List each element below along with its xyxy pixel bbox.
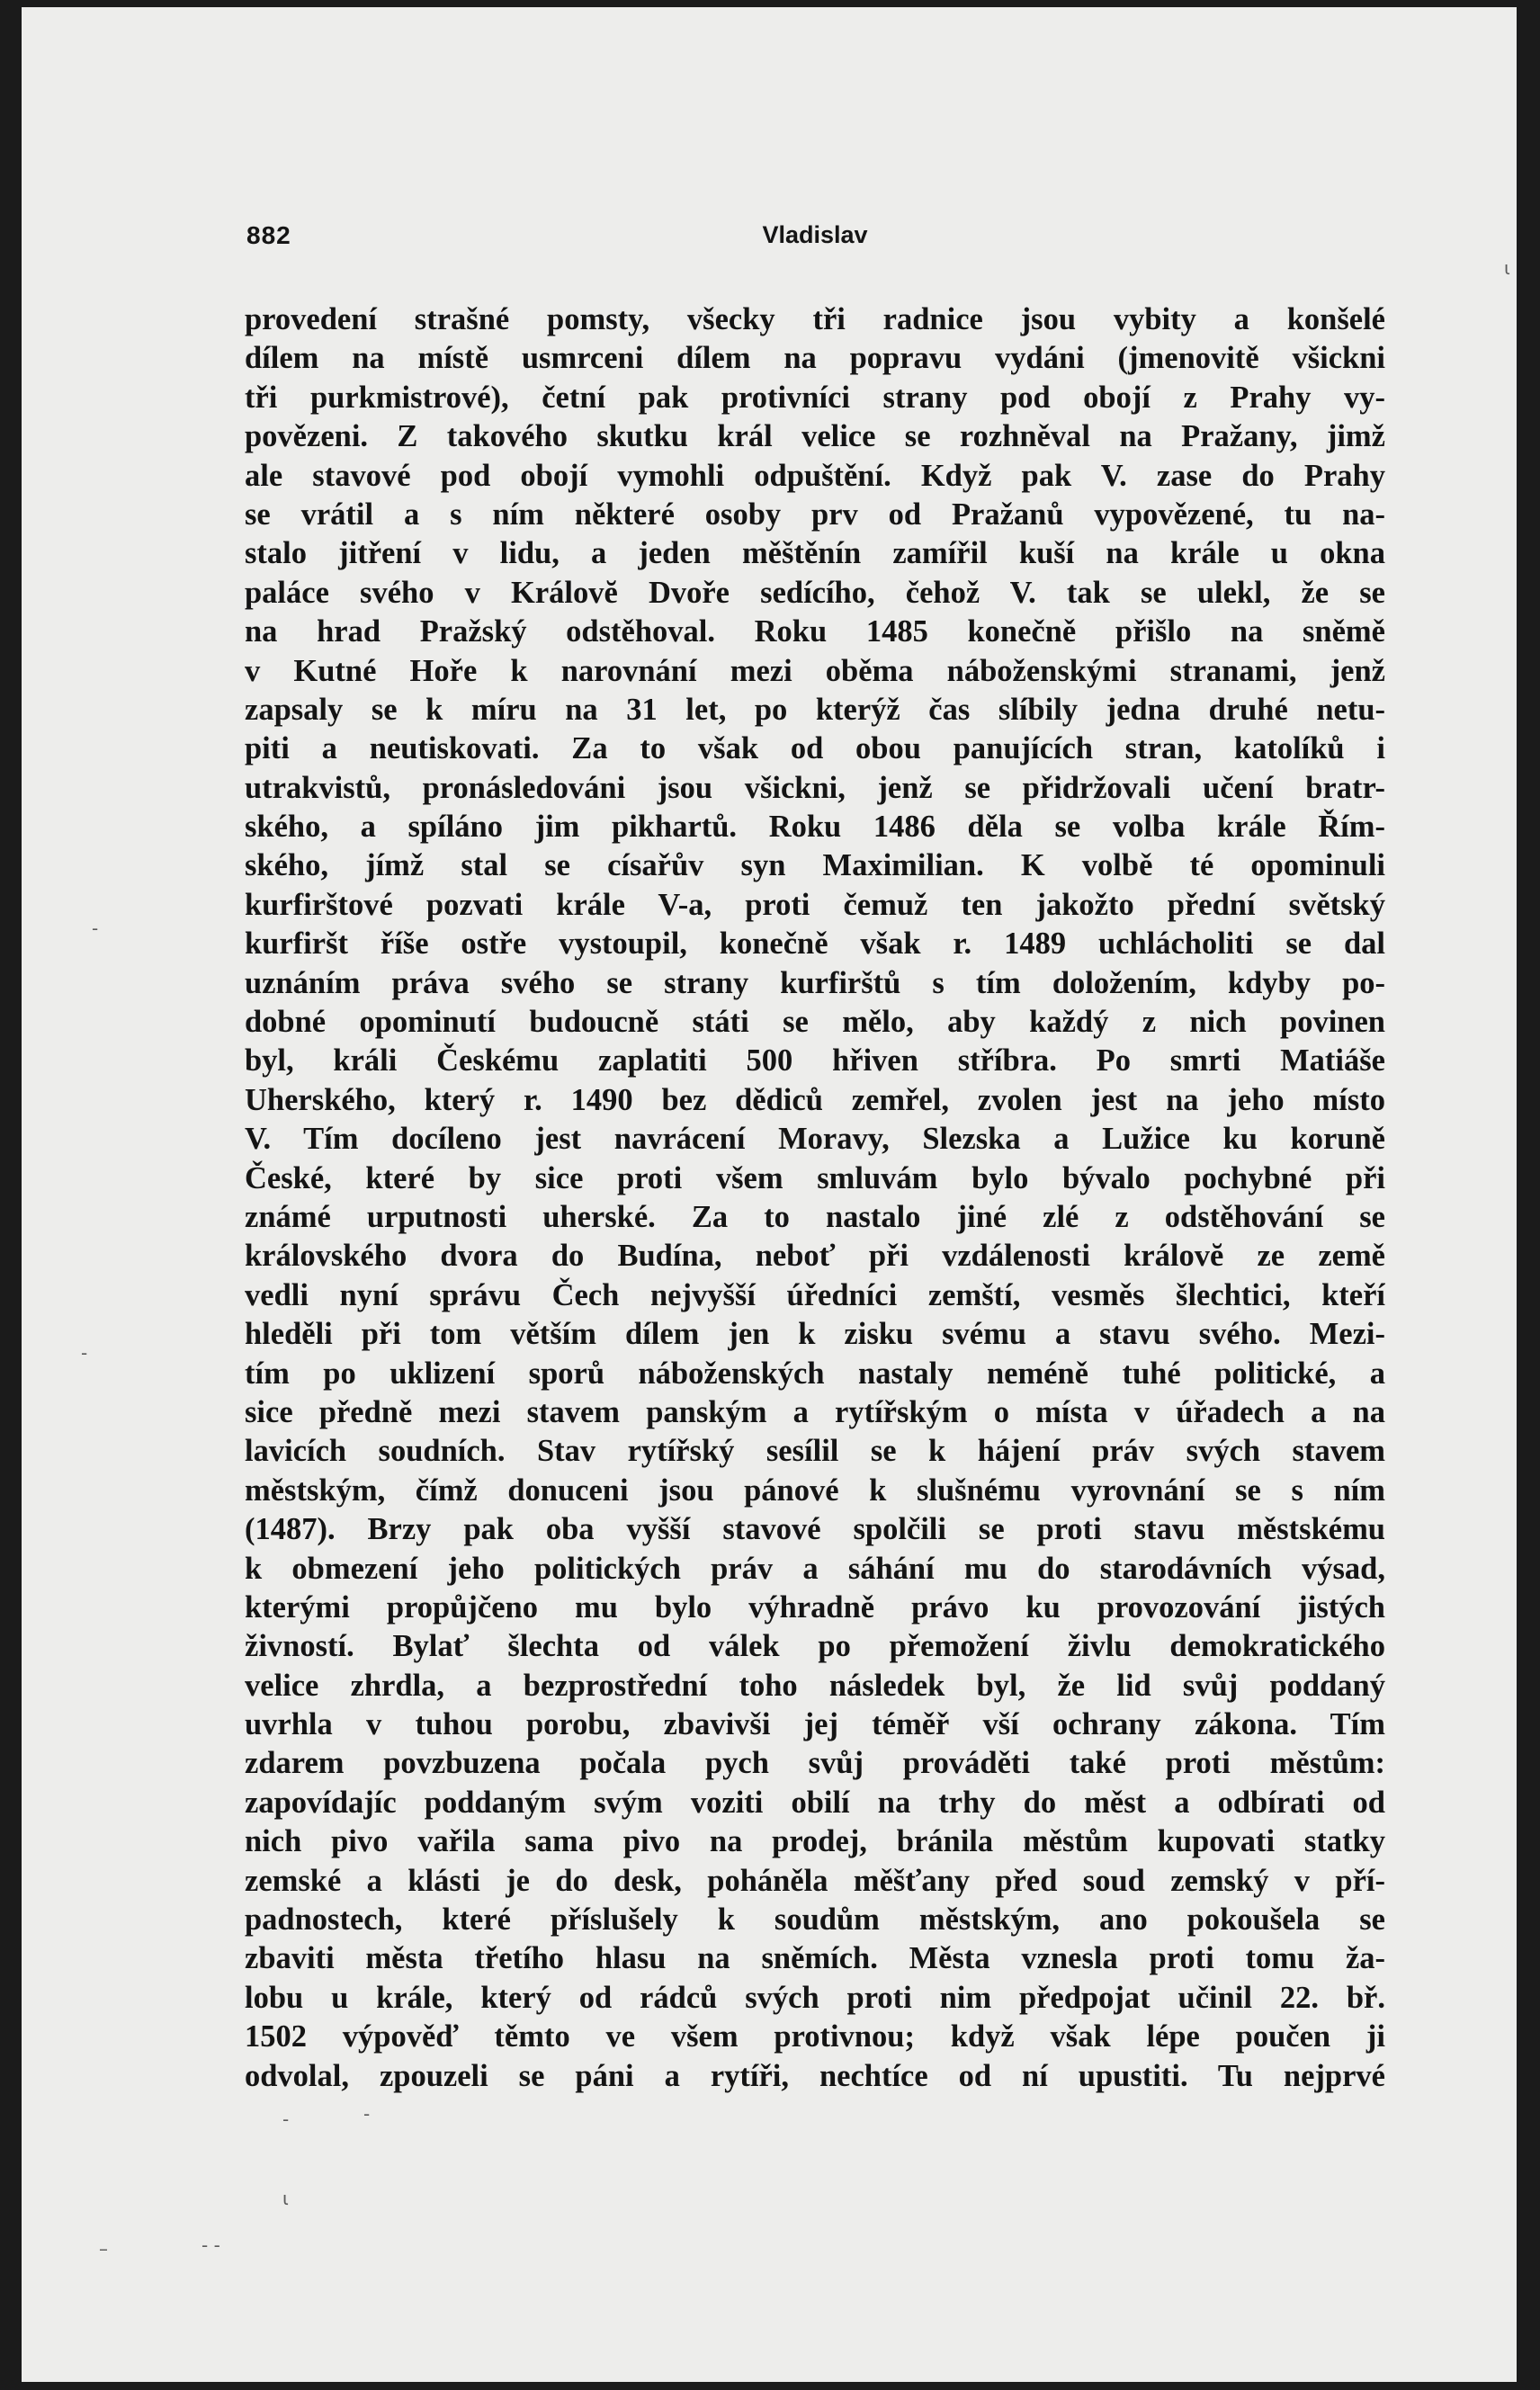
text-line: uvrhla v tuhou porobu, zbavivši jej téměř vší ochrany zákona. Tím: [245, 1707, 1385, 1742]
text-line: paláce svého v Královĕ Dvoře sedícího, čehož V. tak se ulekl, že se: [245, 575, 1385, 610]
text-line: České, které by sice proti všem smluvám bylo bývalo pochybné při: [245, 1160, 1385, 1195]
text-line: známé urputnosti uherské. Za to nastalo jiné zlé z odstěhování se: [245, 1199, 1385, 1234]
text-line: kurfirštové pozvati krále V-a, proti čemuž ten jakožto přední světský: [245, 887, 1385, 922]
text-line: v Kutné Hoře k narovnání mezi oběma náboženskými stranami, jenž: [245, 653, 1385, 688]
scan-speck: –: [99, 2238, 108, 2260]
text-line: piti a neutiskovati. Za to však od obou panujících stran, katolíků i: [245, 731, 1385, 766]
scan-speck: ι: [282, 2188, 289, 2209]
text-line: povězeni. Z takového skutku král velice se rozhněval na Pražany, jimž: [245, 419, 1385, 454]
text-line: kurfiršt říše ostře vystoupil, konečně však r. 1489 uchlácholiti se dal: [245, 926, 1385, 962]
text-line: živností. Bylať šlechta od válek po přemožení živlu demokratického: [245, 1629, 1385, 1664]
body-text: [245, 300, 1385, 2096]
text-line: tím po uklizení sporů náboženských nastaly neméně tuhé politické, a: [245, 1356, 1385, 1391]
text-line: ského, a spíláno jim pikhartů. Roku 1486 děla se volba krále Řím-: [245, 810, 1385, 845]
text-line: stalo jitření v lidu, a jeden měštěnín zamířil kuší na krále u okna: [245, 536, 1385, 571]
text-line: k obmezení jeho politických práv a sáhání mu do starodávních výsad,: [245, 1551, 1385, 1586]
text-line: utrakvistů, pronásledováni jsou všickni, jenž se přidržovali učení bratr-: [245, 770, 1385, 805]
text-line: tři purkmistrové), četní pak protivníci strany pod obojí z Prahy vy-: [245, 380, 1385, 415]
text-line: zapsaly se k míru na 31 let, po kterýž čas slíbily jedna druhé netu-: [245, 692, 1385, 727]
text-line: se vrátil a s ním některé osoby prv od Pražanů vypovězené, tu na-: [245, 497, 1385, 532]
text-line: na hrad Pražský odstěhoval. Roku 1485 konečně přišlo na sněmě: [245, 614, 1385, 649]
text-line: V. Tím docíleno jest navrácení Moravy, Slezska a Lužice ku koruně: [245, 1122, 1385, 1157]
text-line: lobu u krále, který od rádců svých proti nim předpojat učinil 22. bř.: [245, 1980, 1385, 2015]
text-line: zdarem povzbuzena počala pych svůj prováděti také proti městům:: [245, 1746, 1385, 1781]
text-line: ale stavové pod obojí vymohli odpuštění. Když pak V. zase do Prahy: [245, 458, 1385, 493]
text-line: sice předně mezi stavem panským a rytířským o místa v úřadech a na: [245, 1394, 1385, 1429]
text-line: padnostech, které příslušely k soudům městským, ano pokoušela se: [245, 1902, 1385, 1938]
text-line: Uherského, který r. 1490 bez dědiců zemřel, zvolen jest na jeho místo: [245, 1082, 1385, 1117]
text-line: hleděli při tom větším dílem jen k zisku svému a stavu svého. Mezi-: [245, 1317, 1385, 1352]
text-line: byl, králi Českému zaplatiti 500 hřiven stříbra. Po smrti Matiáše: [245, 1043, 1385, 1079]
page-number: 882: [246, 221, 291, 249]
margin-dash: -: [81, 1342, 88, 1364]
text-line: dobné opominutí budoucně státi se mělo, aby každý z nich povinen: [245, 1005, 1385, 1040]
text-line: zemské a klásti je do desk, poháněla měšťany před soud zemský v pří-: [245, 1863, 1385, 1898]
text-line: zapovídajíc poddaným svým voziti obilí na trhy do měst a odbírati od: [245, 1785, 1385, 1820]
text-line: (1487). Brzy pak oba vyšší stavové spolčili se proti stavu městskému: [245, 1512, 1385, 1547]
text-line: městským, čímž donuceni jsou pánové k slušnému vyrovnání se s ním: [245, 1472, 1385, 1508]
running-title: Vladislav: [762, 221, 868, 248]
text-line: zbaviti města třetího hlasu na sněmích. Města vznesla proti tomu ža-: [245, 1941, 1385, 1976]
scan-speck: - -: [201, 2234, 220, 2256]
scan-speck: -: [363, 2103, 371, 2125]
text-line: kterými propůjčeno mu bylo výhradně právo ku provozování jistých: [245, 1589, 1385, 1625]
text-line: 1502 výpověď těmto ve všem protivnou; když však lépe poučen ji: [245, 2019, 1385, 2054]
text-line: velice zhrdla, a bezprostřední toho následek byl, že lid svůj poddaný: [245, 1668, 1385, 1703]
text-line: odvolal, zpouzeli se páni a rytíři, nechtíce od ní upustiti. Tu nejprvé: [245, 2058, 1385, 2093]
page-header: [246, 221, 1383, 257]
scan-speck: -: [282, 2108, 290, 2130]
text-line: provedení strašné pomsty, všecky tři radnice jsou vybity a konšelé: [245, 302, 1385, 336]
margin-dash: -: [92, 918, 99, 939]
text-line: uznáním práva svého se strany kurfirštů s tím doložením, kdyby po-: [245, 965, 1385, 1000]
text-line: vedli nyní správu Čech nejvyšší úředníci zemští, vesměs šlechtici, kteří: [245, 1277, 1385, 1312]
text-line: ského, jímž stal se císařův syn Maximilian. K volbě té opominuli: [245, 848, 1385, 883]
text-line: lavicích soudních. Stav rytířský sesílil se k hájení práv svých stavem: [245, 1434, 1385, 1469]
text-line: královského dvora do Budína, neboť při vzdálenosti královĕ ze země: [245, 1239, 1385, 1274]
book-page: [22, 7, 1517, 2382]
text-line: dílem na místě usmrceni dílem na popravu vydáni (jmenovitě všickni: [245, 341, 1385, 376]
margin-speck: ɩ: [1504, 257, 1510, 279]
text-line: nich pivo vařila sama pivo na prodej, bránila městům kupovati statky: [245, 1824, 1385, 1859]
